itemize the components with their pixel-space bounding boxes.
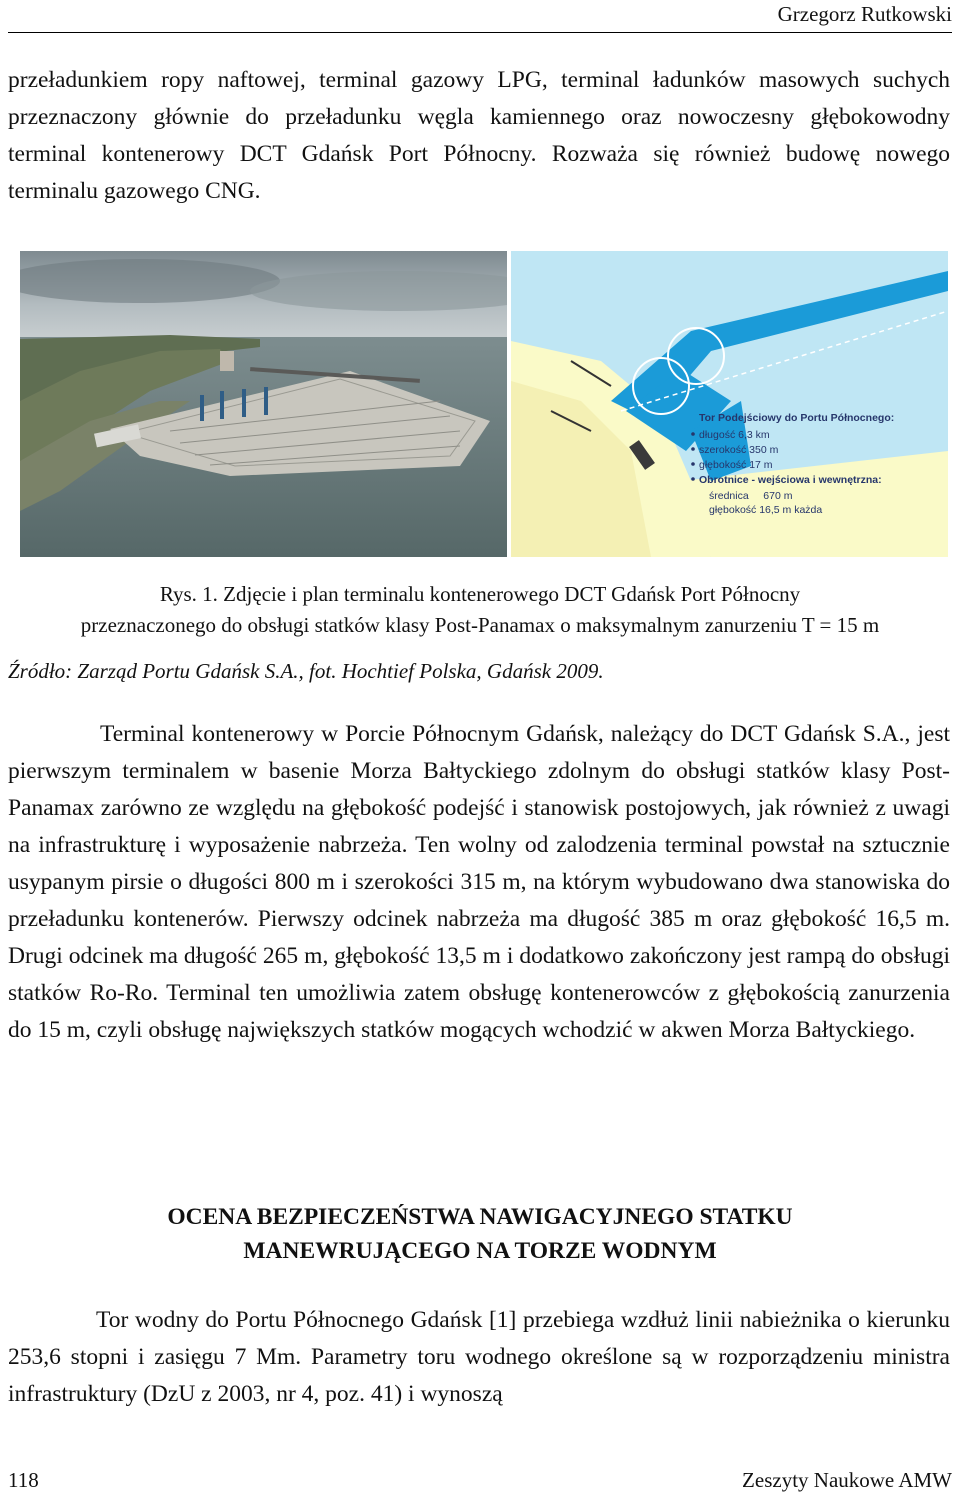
- legend-item: głębokość 16,5 m każda: [709, 504, 823, 516]
- terminal-paragraph: Terminal kontenerowy w Porcie Północnym Gdańsk, należący do DCT Gdańsk S.A., jest pierwszym terminalem w basenie Morza Bałtyckiego zdolnym do obsługi statków klasy Post-Panamax zarówno ze względu na głębokość podejść i stanowisk postojowych, jak również z uwagi na infrastrukturę i wyposażenie nabrzeża. Ten wolny od zalodzenia terminal powstał na sztucznie usypanym pirsie o długości 800 m i szerokości 315 m, na którym wybudowano dwa stanowiska do przeładunku kontenerów. Pierwszy odcinek nabrzeża ma długość 385 m oraz głębokość 16,5 m. Drugi odcinek ma długość 265 m, głębokość 13,5 m i dodatkowo zakończony jest rampą do obsługi statków Ro-Ro. Terminal ten umożliwia zatem obsługę kontenerowców z głębokością zanurzenia do 15 m, czyli obsługę największych statków mogących wchodzić w akwen Morza Bałtyckiego.: [8, 721, 950, 1043]
- running-header-author: Grzegorz Rutkowski: [777, 2, 952, 26]
- terminal-aerial-photo: [20, 251, 507, 557]
- terminal-port-plan: [511, 251, 948, 557]
- figure-source: Źródło: Zarząd Portu Gdańsk S.A., fot. Hochtief Polska, Gdańsk 2009.: [8, 659, 604, 683]
- legend-item: Obrotnice - wejściowa i wewnętrzna:: [699, 474, 882, 486]
- legend-item: szerokość 350 m: [699, 444, 779, 456]
- legend-item: głębokość 17 m: [699, 459, 773, 471]
- page-number: 118: [8, 1468, 39, 1492]
- legend-item: średnica 670 m: [709, 490, 793, 502]
- legend-item: długość 6,3 km: [699, 429, 770, 441]
- figure-caption-line1: Rys. 1. Zdjęcie i plan terminalu kontenerowego DCT Gdańsk Port Północny: [159, 582, 801, 606]
- section-heading-line1: OCENA BEZPIECZEŃSTWA NAWIGACYJNEGO STATKU: [167, 1204, 793, 1230]
- legend-title: Tor Podejściowy do Portu Północnego:: [699, 412, 895, 424]
- journal-name: Zeszyty Naukowe AMW: [742, 1468, 952, 1492]
- section-heading: [8, 1200, 952, 1268]
- intro-paragraph: przeładunkiem ropy naftowej, terminal gazowy LPG, terminal ładunków masowych suchych przeznaczony głównie do przeładunku węgla kamiennego oraz nowoczesny głębokowodny terminal kontenerowy DCT Gdańsk Port Północny. Rozważa się również budowę nowego terminalu gazowego CNG.: [8, 67, 950, 204]
- section-paragraph: Tor wodny do Portu Północnego Gdańsk [1] przebiega wzdłuż linii nabieżnika o kierunku 253,6 stopni i zasięgu 7 Mm. Parametry toru wodnego określone są w rozporządzeniu ministra infrastruktury (DzU z 2003, nr 4, poz. 41) i wynoszą: [8, 1307, 950, 1407]
- header-rule: [8, 32, 952, 33]
- section-heading-line2: MANEWRUJĄCEGO NA TORZE WODNYM: [243, 1238, 717, 1264]
- figure-caption-line2: przeznaczonego do obsługi statków klasy Post-Panamax o maksymalnym zanurzeniu T = 15 m: [80, 613, 880, 637]
